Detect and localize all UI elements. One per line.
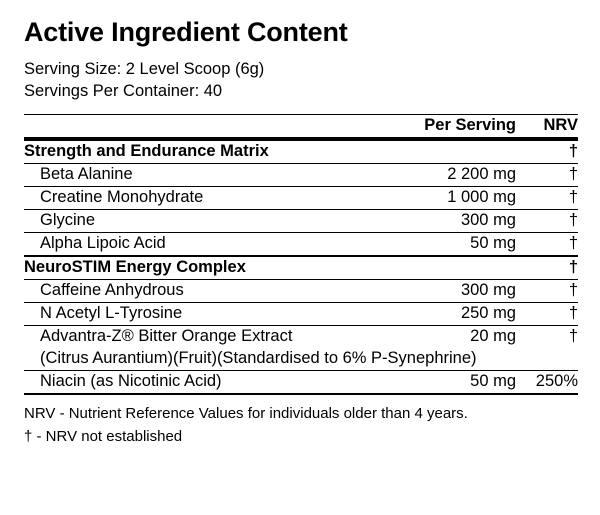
row-name: Advantra-Z® Bitter Orange Extract [24, 326, 404, 349]
row-nrv: † [522, 210, 578, 233]
column-header-nrv: NRV [522, 115, 578, 140]
table-row [24, 280, 578, 303]
table-row [24, 139, 578, 164]
row-nrv: † [522, 326, 578, 349]
table-row [24, 164, 578, 187]
row-amount: 300 mg [404, 210, 522, 233]
row-nrv: † [522, 280, 578, 303]
row-amount: 2 200 mg [404, 164, 522, 187]
table-row [24, 326, 578, 349]
table-row [24, 233, 578, 257]
row-name: Strength and Endurance Matrix [24, 139, 404, 164]
row-nrv: † [522, 139, 578, 164]
footnote-dagger: † - NRV not established [24, 427, 183, 445]
row-amount: 300 mg [404, 280, 522, 303]
table-row [24, 303, 578, 326]
row-nrv: † [522, 256, 578, 280]
table-row [24, 210, 578, 233]
row-name: Glycine [24, 210, 404, 233]
column-header-per-serving: Per Serving [404, 115, 522, 140]
row-amount: 250 mg [404, 303, 522, 326]
row-nrv: † [522, 164, 578, 187]
footnotes [24, 403, 578, 448]
row-name: Creatine Monohydrate [24, 187, 404, 210]
row-name: NeuroSTIM Energy Complex [24, 256, 404, 280]
table-row [24, 371, 578, 395]
row-nrv: 250% [522, 371, 578, 395]
row-amount: 1 000 mg [404, 187, 522, 210]
page-title: Active Ingredient Content [24, 17, 348, 47]
row-amount: 50 mg [404, 371, 522, 395]
row-name: Beta Alanine [24, 164, 404, 187]
row-name: Caffeine Anhydrous [24, 280, 404, 303]
table-row [24, 256, 578, 280]
row-name: Niacin (as Nicotinic Acid) [24, 371, 404, 395]
table-row-note [24, 348, 578, 371]
table-row [24, 187, 578, 210]
table-bottom-rule [24, 394, 578, 395]
servings-per-container-text: Servings Per Container: 40 [24, 81, 223, 100]
row-nrv: † [522, 233, 578, 257]
ingredient-table [24, 114, 578, 395]
row-name: Alpha Lipoic Acid [24, 233, 404, 257]
row-amount: 20 mg [404, 326, 522, 349]
rule [24, 394, 578, 395]
row-note: (Citrus Aurantium)(Fruit)(Standardised to 6% P-Synephrine) [40, 349, 477, 368]
row-amount [404, 139, 522, 164]
column-header-name [24, 115, 404, 140]
row-nrv: † [522, 187, 578, 210]
table-header-row [24, 115, 578, 140]
footnote-nrv: NRV - Nutrient Reference Values for individuals older than 4 years. [24, 405, 468, 423]
row-amount [404, 256, 522, 280]
row-amount: 50 mg [404, 233, 522, 257]
serving-size-text: Serving Size: 2 Level Scoop (6g) [24, 59, 265, 78]
row-nrv: † [522, 303, 578, 326]
row-name: N Acetyl L-Tyrosine [24, 303, 404, 326]
